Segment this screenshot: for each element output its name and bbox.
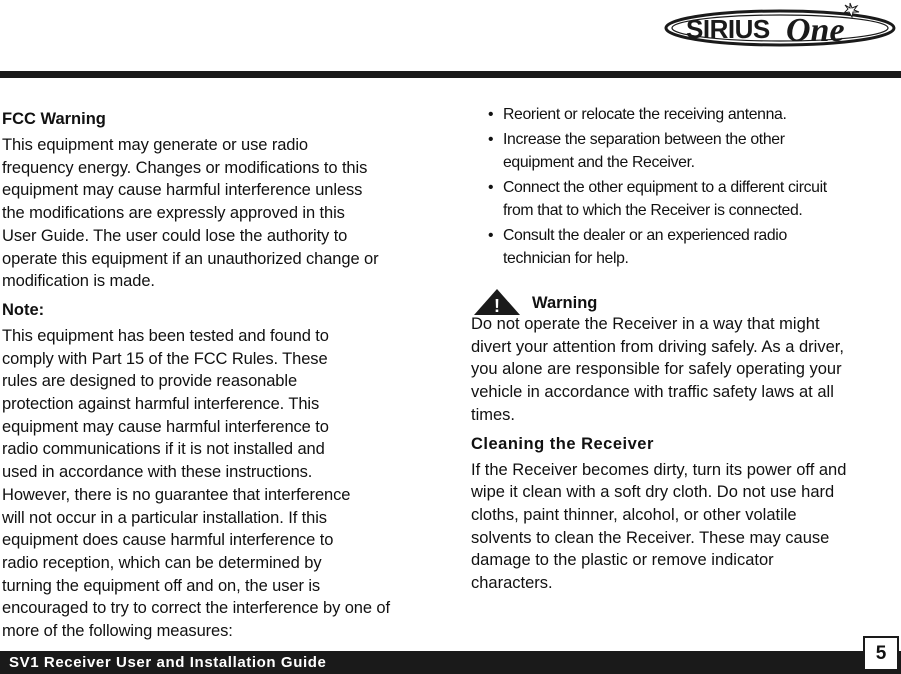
list-item-text: Connect the other equipment to a different circuit (503, 179, 827, 196)
note-text-line: radio communications if it is not installed and (2, 440, 325, 459)
logo-text-one: One (786, 12, 845, 49)
list-item-text: from that to which the Receiver is connected. (503, 202, 803, 219)
note-text-line: comply with Part 15 of the FCC Rules. These (2, 349, 328, 368)
cleaning-text-line: characters. (471, 574, 553, 593)
cleaning-text-line: wipe it clean with a soft dry cloth. Do not use hard (471, 483, 835, 502)
list-item-text: Increase the separation between the other (503, 131, 785, 148)
cleaning-text-line: solvents to clean the Receiver. These may cause (471, 528, 830, 547)
warning-text-line: vehicle in accordance with traffic safety laws at all (471, 383, 834, 402)
fcc-text-line: equipment may cause harmful interference unless (2, 181, 363, 200)
fcc-text-line: operate this equipment if an unauthorized change or (2, 249, 379, 268)
note-text-line: rules are designed to provide reasonable (2, 372, 298, 391)
logo-text-sirius: SIRIUS (686, 14, 770, 44)
list-item-text: Consult the dealer or an experienced radio (503, 227, 787, 244)
warning-header (471, 291, 899, 317)
cleaning-text-line: damage to the plastic or remove indicator (471, 551, 774, 570)
footer-title: SV1 Receiver User and Installation Guide (9, 654, 327, 671)
cleaning-heading: Cleaning the Receiver (471, 434, 654, 453)
warning-icon (473, 288, 521, 316)
left-column (2, 108, 434, 649)
note-text-line: used in accordance with these instructions. (2, 463, 313, 482)
note-text-line: However, there is no guarantee that interference (2, 485, 351, 504)
fcc-warning-paragraph (2, 134, 434, 293)
note-text-line: more of the following measures: (2, 622, 233, 641)
note-text-line: turning the equipment off and on, the user is (2, 576, 321, 595)
warning-text-line: times. (471, 405, 516, 424)
bullet-icon: • (488, 131, 494, 148)
note-text-line: equipment may cause harmful interference to (2, 417, 329, 436)
list-item (488, 128, 899, 174)
note-text-line: protection against harmful interference. This (2, 395, 320, 414)
page-number: 5 (863, 636, 899, 671)
list-item (488, 103, 899, 126)
warning-text-line: Do not operate the Receiver in a way that might (471, 315, 820, 333)
note-text-line: This equipment has been tested and found to (2, 326, 329, 345)
fcc-warning-heading: FCC Warning (2, 110, 106, 128)
warning-label: Warning (532, 294, 598, 312)
list-item-text: Reorient or relocate the receiving antenna. (503, 106, 787, 123)
header-rule (0, 71, 901, 78)
cleaning-text-line: cloths, paint thinner, alcohol, or other volatile (471, 505, 797, 524)
bullet-icon: • (488, 106, 494, 123)
list-item-text: technician for help. (503, 250, 629, 267)
list-item (488, 176, 899, 222)
list-item (488, 224, 899, 270)
fcc-text-line: frequency energy. Changes or modifications to this (2, 158, 368, 177)
bullet-icon: • (488, 179, 494, 196)
cleaning-paragraph (471, 459, 899, 595)
measures-list (488, 103, 899, 270)
note-heading: Note: (2, 300, 45, 319)
warning-paragraph (471, 313, 899, 427)
note-paragraph (2, 325, 434, 643)
svg-text:!: ! (494, 296, 500, 316)
note-text-line: will not occur in a particular installation. If this (2, 508, 327, 527)
note-text-line: radio reception, which can be determined by (2, 553, 322, 572)
fcc-text-line: This equipment may generate or use radio (2, 136, 309, 154)
fcc-text-line: User Guide. The user could lose the authority to (2, 226, 348, 245)
fcc-text-line: the modifications are expressly approved in this (2, 204, 345, 223)
warning-text-line: you alone are responsible for safely operating your (471, 360, 842, 379)
sirius-one-logo (664, 2, 900, 50)
note-text-line: equipment does cause harmful interference to (2, 531, 334, 550)
cleaning-text-line: If the Receiver becomes dirty, turn its power off and (471, 460, 847, 479)
note-text-line: encouraged to try to correct the interference by one of (2, 599, 390, 618)
right-column (471, 103, 899, 601)
bullet-icon: • (488, 227, 494, 244)
list-item-text: equipment and the Receiver. (503, 154, 695, 171)
warning-text-line: divert your attention from driving safely. As a driver, (471, 337, 844, 356)
fcc-text-line: modification is made. (2, 272, 155, 291)
